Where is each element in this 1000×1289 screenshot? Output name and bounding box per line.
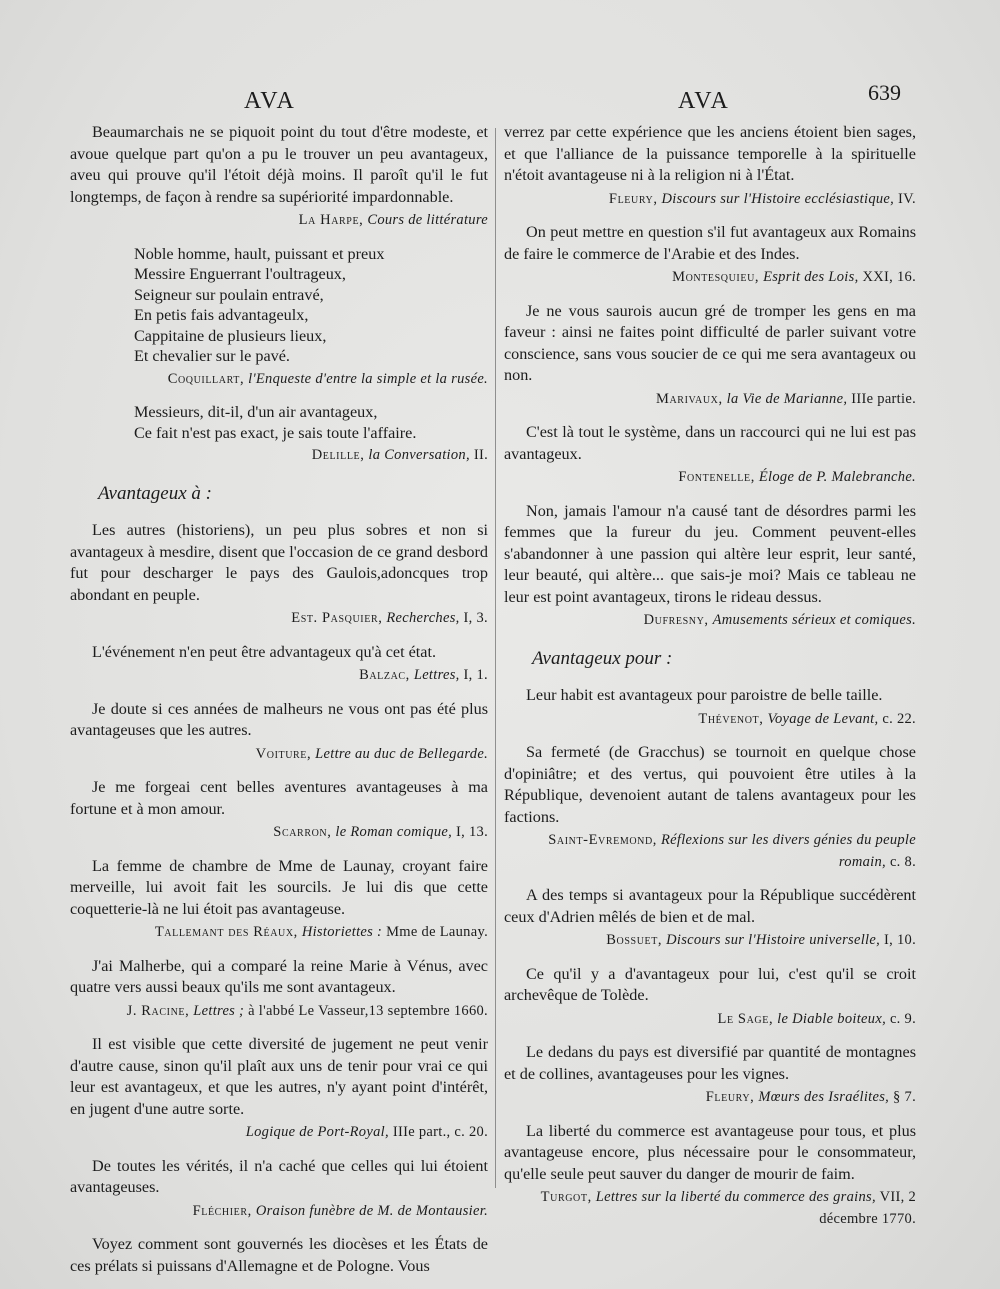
citation-author: Bossuet, xyxy=(606,932,663,948)
verse-line: En petis fais advantageulx, xyxy=(134,306,309,324)
left-column xyxy=(70,122,488,1277)
citation-author: La Harpe, xyxy=(298,212,364,228)
citation xyxy=(504,267,916,289)
citation-author: Fleury, xyxy=(608,190,658,207)
citation-work: la Vie de Marianne, xyxy=(726,390,848,407)
quote-text: Voyez comment sont gouvernés les diocèses et les États de ces prélats si puissans d'Allemagne et de Pologne. Vous xyxy=(70,1235,488,1275)
citation xyxy=(504,610,916,632)
quote-text: verrez par cette expérience que les anciens étoient bien sages, et que l'alliance de la puissance temporelle à la spirituelle n'étoit avantageuse ni à la religion ni à l'État. xyxy=(504,123,916,184)
citation-ref: I, 3. xyxy=(463,610,488,626)
citation xyxy=(504,930,916,952)
citation xyxy=(504,1187,916,1230)
citation-ref: IIIe partie. xyxy=(851,390,916,407)
citation-work: Lettres, xyxy=(413,667,460,683)
quote-text: Leur habit est avantageux pour paroistre de belle taille. xyxy=(526,686,883,704)
citation xyxy=(70,665,488,687)
citation xyxy=(70,1122,488,1144)
citation-author: Montesquieu, xyxy=(672,269,760,285)
right-column xyxy=(504,122,916,1242)
citation-work: l'Enqueste d'entre la simple et la rusée. xyxy=(248,370,488,387)
citation-work: Discours sur l'Histoire ecclésiastique, xyxy=(661,190,895,207)
citation xyxy=(504,467,916,489)
quote-text: Il est visible que cette diversité de jugement ne peut venir d'autre cause, sinon qu'il plaît aux uns de tenir pour vrai ce qui leur est avantageux, et que les autres, n'y ayant point d'intérêt, en jugent d'une autre sorte. xyxy=(70,1035,488,1118)
citation xyxy=(504,709,916,731)
citation xyxy=(70,369,488,391)
quote-text: Je doute si ces années de malheurs ne vous ont pas été plus avantageuses que les autres. xyxy=(70,699,488,739)
quote-text: On peut mettre en question s'il fut avantageux aux Romains de faire le commerce de l'Arabie et des Indes. xyxy=(504,223,916,263)
citation-work: Éloge de P. Malebranche. xyxy=(758,469,916,485)
citation-author: Balzac, xyxy=(359,667,410,683)
citation-work: Lettres ; xyxy=(193,1002,245,1019)
citation-work: Cours de littérature xyxy=(367,212,488,228)
page-number: 639 xyxy=(868,80,901,105)
running-head-left: AVA xyxy=(244,88,296,114)
citation-work: Amusements sérieux et comiques. xyxy=(712,612,916,628)
citation-work: le Diable boiteux, xyxy=(777,1010,886,1027)
citation-ref: c. 8. xyxy=(889,853,916,870)
quote-text: L'événement n'en peut être advantageux qu'à cet état. xyxy=(92,642,437,661)
citation-work: la Conversation, xyxy=(368,447,470,463)
quote-text: Je me forgeai cent belles aventures avantageuses à ma fortune et à mon amour. xyxy=(70,778,488,818)
quote-text: Beaumarchais ne se piquoit point du tout d'être modeste, et avoue quelque part qu'on a pu le trouver un peu avantageux, aveu qui prouve qu'il l'étoit déjà moins. Il paroît qu'il le fut longtemps, de façon à rendre sa supériorité impardonnable. xyxy=(70,123,488,206)
citation-ref: XXI, 16. xyxy=(862,269,916,285)
citation-author: Est. Pasquier, xyxy=(291,610,383,626)
citation-ref: IIIe part., c. 20. xyxy=(392,1124,488,1140)
citation-author: J. Racine, xyxy=(126,1002,190,1019)
citation-author: Saint-Evremond, xyxy=(548,832,658,848)
quote-text: Sa fermeté (de Gracchus) se tournoit en quelque chose d'opiniâtre; et des vertus, qui pouvoient être utiles à la République, devenoient autant de talens avantageux pour les factions. xyxy=(504,743,916,826)
citation-author: Scarron, xyxy=(273,824,332,840)
quote-text: De toutes les vérités, il n'a caché que celles qui lui étoient avantageuses. xyxy=(70,1156,488,1196)
running-head-right: AVA xyxy=(678,88,730,114)
citation-author: Voiture, xyxy=(255,745,312,762)
citation-ref: à l'abbé Le Vasseur,13 septembre 1660. xyxy=(248,1002,488,1019)
column-rule xyxy=(495,128,496,1188)
citation-ref: I, 10. xyxy=(883,932,916,948)
citation-author: Fleury, xyxy=(705,1089,755,1105)
verse-line: Cappitaine de plusieurs lieux, xyxy=(134,326,327,345)
citation-work: Oraison funèbre de M. de Montausier. xyxy=(255,1202,488,1219)
quote-text: Ce qu'il y a d'avantageux pour lui, c'est qu'il se croit archevêque de Tolède. xyxy=(504,964,916,1004)
quote-text: La femme de chambre de Mme de Launay, croyant faire merveille, lui avoit fait les sourcils. Je lui dis que cette coquetterie-là ne lui étoit pas avantageuse. xyxy=(70,856,488,918)
citation xyxy=(70,608,488,630)
citation-work: le Roman comique, xyxy=(335,824,453,840)
verse-line: Et chevalier sur le pavé. xyxy=(134,347,290,365)
verse-block xyxy=(70,244,488,367)
citation-ref: IV. xyxy=(898,190,916,207)
citation xyxy=(504,830,916,873)
citation-author: Fléchier, xyxy=(192,1202,252,1219)
citation-work: Mœurs des Israélites, xyxy=(758,1089,890,1105)
citation-ref: Mme de Launay. xyxy=(386,924,488,940)
citation-work: Esprit des Lois, xyxy=(763,269,859,285)
section-heading: Avantageux à : xyxy=(98,482,212,504)
citation-ref: § 7. xyxy=(893,1089,916,1105)
citation-work: Discours sur l'Histoire universelle, xyxy=(666,932,881,948)
citation-work: Voyage de Levant, xyxy=(767,710,879,727)
citation xyxy=(504,1009,916,1031)
quote-text: Les autres (historiens), un peu plus sobres et non si avantageux à mesdire, disent que l'occasion de ce grand desbord fut pour descharger le pays des Gaulois,adoncques trop abondant en peuple. xyxy=(70,521,488,604)
verse-line: Noble homme, hault, puissant et preux xyxy=(134,244,385,263)
quote-text: Je ne vous saurois aucun gré de tromper les gens en ma faveur : ainsi ne faites point difficulté de parler suivant votre conscience, sans vous soucier de ce qui me sera avantageux ou non. xyxy=(504,301,916,384)
citation-author: Dufresny, xyxy=(643,612,709,628)
citation-author: Le Sage, xyxy=(717,1010,774,1027)
verse-line: Ce fait n'est pas exact, je sais toute l'affaire. xyxy=(134,423,417,442)
citation-ref: VII, 2 décembre 1770. xyxy=(819,1189,916,1227)
citation xyxy=(70,445,488,467)
quote-text: La liberté du commerce est avantageuse pour tous, et plus avantageuse encore, plus nécessaire pour le consommateur, qu'elle seule peut sauver du danger de mourir de faim. xyxy=(504,1121,916,1183)
citation-ref: II. xyxy=(473,447,488,463)
quote-text: Non, jamais l'amour n'a causé tant de désordres parmi les femmes que la fureur du jeu. Comment peuvent-elles s'abandonner à une passion qui altère leur esprit, leur santé, leur beauté, qui altère... que sais-je moi? Mais ce tableau ne leur est point avantageux, tirons le rideau dessus. xyxy=(504,501,916,606)
citation xyxy=(70,744,488,766)
citation-ref: c. 22. xyxy=(882,710,916,727)
citation-author: Thévenot, xyxy=(698,710,764,727)
citation xyxy=(504,389,916,411)
citation-author: Tallemant des Réaux, xyxy=(154,924,298,940)
citation-author: Marivaux, xyxy=(655,390,723,407)
citation-ref: I, 13. xyxy=(455,824,488,840)
citation-work: Recherches, xyxy=(386,610,460,626)
verse-block xyxy=(70,402,488,443)
citation-author: Turgot, xyxy=(540,1189,592,1205)
citation xyxy=(70,1201,488,1223)
citation xyxy=(504,1087,916,1109)
quote-text: A des temps si avantageux pour la République succédèrent ceux d'Adrien mêlés de bien et de mal. xyxy=(504,886,916,926)
citation-work: Logique de Port-Royal, xyxy=(245,1124,389,1140)
citation xyxy=(70,1001,488,1023)
citation xyxy=(70,822,488,844)
citation-work: Réflexions sur les divers génies du peuple romain, xyxy=(660,832,916,870)
citation-author: Delille, xyxy=(311,447,365,463)
citation-work: Historiettes : xyxy=(301,924,383,940)
verse-line: Seigneur sur poulain entravé, xyxy=(134,285,324,304)
section-heading: Avantageux pour : xyxy=(532,647,673,669)
citation-ref: c. 9. xyxy=(889,1010,916,1027)
quote-text: J'ai Malherbe, qui a comparé la reine Marie à Vénus, avec quatre vers aussi beaux qu'ils me sont avantageux. xyxy=(70,956,488,996)
citation xyxy=(70,210,488,232)
citation-ref: I, 1. xyxy=(463,667,488,683)
citation-author: Coquillart, xyxy=(167,370,245,387)
quote-text: C'est là tout le système, dans un raccourci qui ne lui est pas avantageux. xyxy=(504,423,916,463)
citation-work: Lettres sur la liberté du commerce des grains, xyxy=(595,1189,876,1205)
citation xyxy=(504,189,916,211)
citation-author: Fontenelle, xyxy=(678,469,755,485)
verse-line: Messieurs, dit-il, d'un air avantageux, xyxy=(134,403,378,421)
quote-text: Le dedans du pays est diversifié par quantité de montagnes et de collines, avantageuses pour les vignes. xyxy=(504,1043,916,1083)
citation xyxy=(70,922,488,944)
citation-work: Lettre au duc de Bellegarde. xyxy=(315,745,488,762)
verse-line: Messire Enguerrant l'oultrageux, xyxy=(134,265,346,283)
